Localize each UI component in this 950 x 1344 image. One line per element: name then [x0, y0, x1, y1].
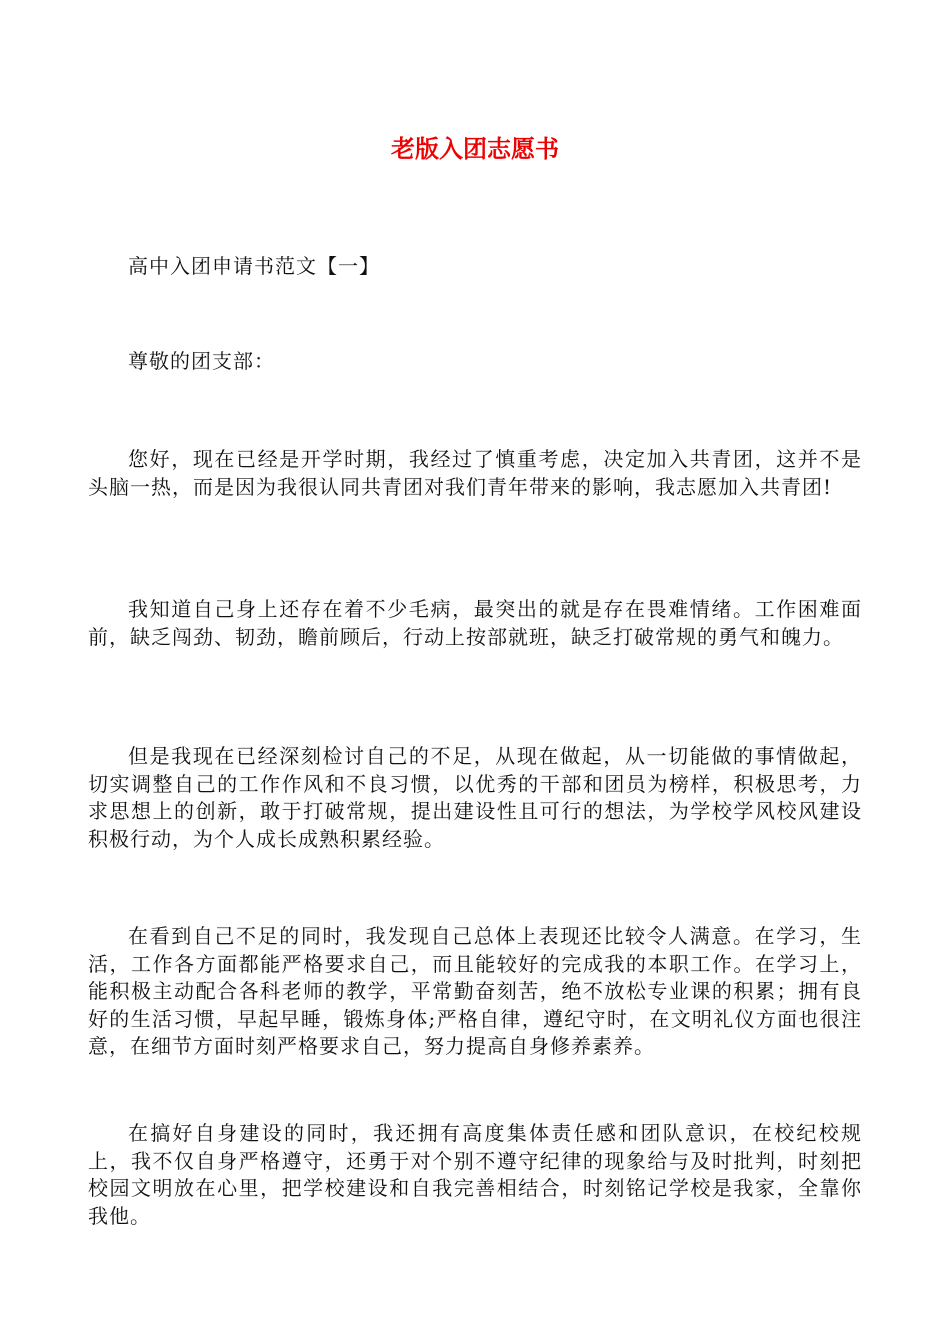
body-paragraph: 但是我现在已经深刻检讨自己的不足，从现在做起，从一切能做的事情做起，切实调整自己的工作作风和不良习惯，以优秀的干部和团员为榜样，积极思考，力求思想上的创新，敢于打破常规，提出建设性且可行的想法，为学校学风校风建设积极行动，为个人成长成熟积累经验。 — [88, 744, 862, 851]
body-paragraph: 我知道自己身上还存在着不少毛病，最突出的就是存在畏难情绪。工作困难面前，缺乏闯劲、韧劲，瞻前顾后，行动上按部就班，缺乏打破常规的勇气和魄力。 — [88, 597, 862, 649]
body-paragraph: 在看到自己不足的同时，我发现自己总体上表现还比较令人满意。在学习，生活，工作各方面都能严格要求自己，而且能较好的完成我的本职工作。在学习上，能积极主动配合各科老师的教学，平常勤奋刻苦，绝不放松专业课的积累；拥有良好的生活习惯，早起早睡，锻炼身体;严格自律，遵纪守时，在文明礼仪方面也很注意，在细节方面时刻严格要求自己，努力提高自身修养素养。 — [88, 924, 862, 1058]
body-paragraph: 在搞好自身建设的同时，我还拥有高度集体责任感和团队意识，在校纪校规上，我不仅自身严格遵守，还勇于对个别不遵守纪律的现象给与及时批判，时刻把校园文明放在心里，把学校建设和自我完善相结合，时刻铭记学校是我家，全靠你我他。 — [88, 1121, 862, 1228]
salutation: 尊敬的团支部： — [128, 349, 275, 373]
document-title: 老版入团志愿书 — [391, 135, 559, 163]
section-heading: 高中入团申请书范文【一】 — [128, 254, 380, 278]
body-paragraph: 您好，现在已经是开学时期，我经过了慎重考虑，决定加入共青团，这并不是头脑一热，而是因为我很认同共青团对我们青年带来的影响，我志愿加入共青团! — [88, 447, 862, 499]
